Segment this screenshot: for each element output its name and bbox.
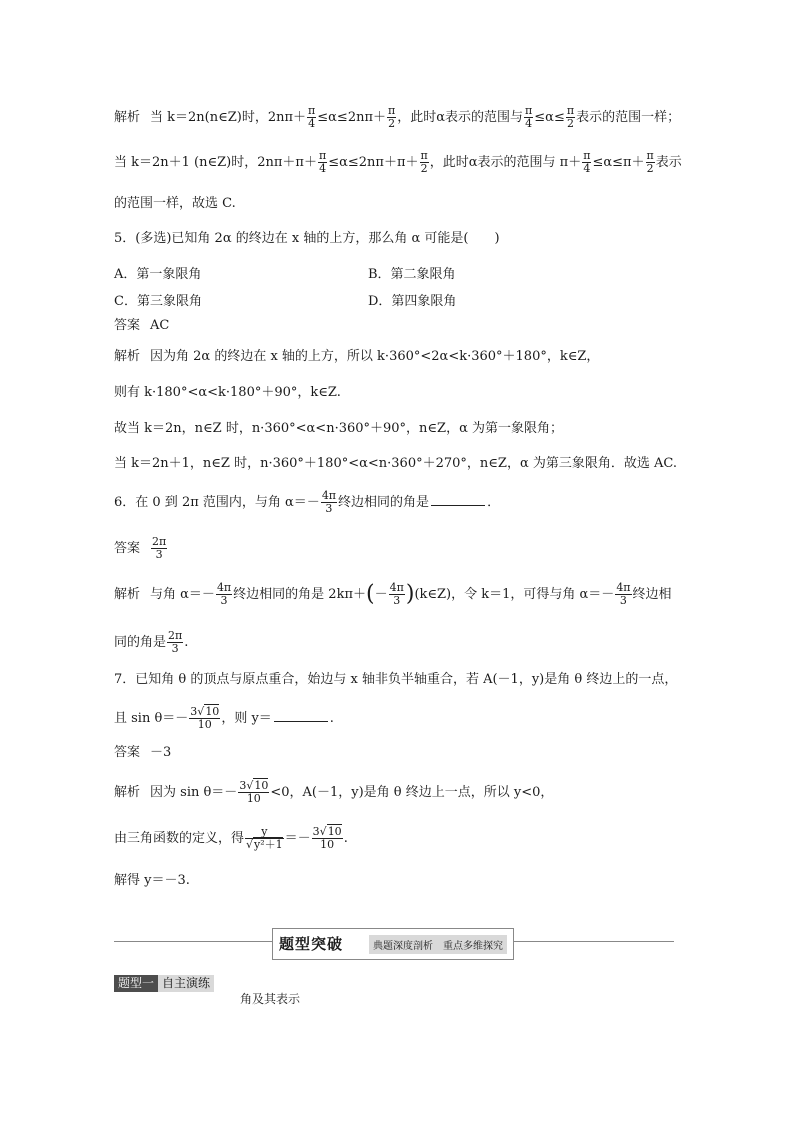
analysis-label: 解析 [114, 110, 141, 125]
q6-analysis-line2: 同的角是 $\frac{2\pi}{3}$ . [114, 629, 189, 655]
analysis-label: 解析 [114, 349, 141, 364]
q7-stem-line1: 7．已知角 θ 的顶点与原点重合，始边与 x 轴非负半轴重合，若 A(－1，y)是角 θ 终边上的一点， [114, 672, 678, 687]
answer-label: 答案 [114, 745, 141, 760]
fraction: $\frac{\pi}{2}$ [420, 149, 428, 175]
divider [114, 941, 272, 942]
fraction: $\frac{2\pi}{3}$ [168, 629, 183, 655]
question-type-tag [114, 975, 214, 992]
tag-type: 题型一 [114, 975, 158, 992]
q5-option-b: B．第二象限角 [368, 267, 456, 282]
fraction: $\frac{\pi}{4}$ [318, 149, 327, 175]
tag-mode: 自主演练 [158, 975, 214, 992]
fraction: $\frac{\pi}{2}$ [566, 104, 575, 130]
answer-label: 答案 [114, 318, 141, 333]
fraction: $\frac{\pi}{4}$ [308, 104, 316, 130]
fraction: $\frac{3√10}{10}$ [312, 825, 342, 851]
banner-subtitle: 典题深度剖析 重点多维探究 [369, 935, 507, 954]
q7-analysis-line3: 解得 y＝－3. [114, 873, 190, 888]
q7-answer: 答案 －3 [114, 745, 172, 760]
section-banner [272, 928, 514, 960]
section-heading: 角及其表示 [240, 992, 301, 1006]
answer-blank [431, 493, 485, 506]
analysis-label: 解析 [114, 785, 141, 800]
fraction: $\frac{3√10}{10}$ [239, 779, 269, 805]
answer-blank [274, 709, 328, 722]
q5-analysis-line1: 解析 因为角 2α 的终边在 x 轴的上方，所以 k·360°<2α<k·360°＋180°，k∈Z， [114, 349, 600, 364]
fraction: $\frac{4\pi}{3}$ [616, 581, 631, 607]
q6-analysis-line1: 解析 与角 α＝－ $\frac{4\pi}{3}$ 终边相同的角是 2kπ＋(－ $\frac{4\pi}{3}$ )(k∈Z)，令 k＝1，可得与角 α＝－ $\frac{4\pi}{3}$ 终边相 [114, 581, 672, 607]
q5-analysis-line3: 故当 k＝2n，n∈Z 时，n·360°<α<n·360°＋90°，n∈Z，α 为第一象限角； [114, 421, 563, 436]
fraction: $\frac{4\pi}{3}$ [321, 489, 337, 515]
q5-answer: 答案 AC [114, 318, 170, 333]
fraction: $\frac{4\pi}{3}$ [389, 581, 404, 607]
q7-analysis-line2: 由三角函数的定义，得 $\frac{y}{\text{√y²＋1}}$ ＝－ $\frac{3√10}{10}$ . [114, 825, 348, 851]
fraction: $\frac{y}{\text{√y²＋1}}$ [246, 825, 283, 851]
q4-analysis-line3: 的范围一样，故选 C. [114, 196, 236, 211]
analysis-label: 解析 [114, 587, 141, 602]
q5-analysis-line4: 当 k＝2n＋1，n∈Z 时，n·360°＋180°<α<n·360°＋270°，n∈Z，α 为第三象限角．故选 AC. [114, 456, 677, 471]
q4-analysis-line1: 解析 当 k＝2n(n∈Z)时，2nπ＋ $\frac{\pi}{4}$ ≤α≤2nπ＋ $\frac{\pi}{2}$ ，此时α表示的范围与 $\frac{\pi}{4}$ ≤α≤ $\frac{\pi}{2}$ 表示的范围一样； [114, 104, 681, 130]
q7-stem-line2: 且 sin θ＝－ $\frac{3√10}{10}$ ，则 y＝ . [114, 705, 334, 731]
fraction: $\frac{\pi}{4}$ [583, 149, 591, 175]
fraction: $\frac{2\pi}{3}$ [152, 535, 167, 561]
fraction: $\frac{4\pi}{3}$ [216, 581, 232, 607]
q6-answer [114, 536, 168, 561]
answer-label: 答案 [114, 541, 141, 556]
divider [514, 941, 674, 942]
fraction: $\frac{\pi}{4}$ [525, 104, 533, 130]
banner-title: 题型突破 [279, 935, 344, 953]
q5-analysis-line2: 则有 k·180°<α<k·180°＋90°，k∈Z. [114, 385, 341, 400]
fraction: $\frac{3√10}{10}$ [190, 705, 220, 731]
q5-stem: 5．(多选)已知角 2α 的终边在 x 轴的上方，那么角 α 可能是( ) [114, 231, 500, 246]
fraction: $\frac{\pi}{2}$ [646, 149, 654, 175]
fraction: $\frac{\pi}{2}$ [388, 104, 396, 130]
q5-option-c: C．第三象限角 [114, 294, 202, 309]
q7-analysis-line1: 解析 因为 sin θ＝－ $\frac{3√10}{10}$ <0，A(－1，y)是角 θ 终边上一点，所以 y<0， [114, 779, 554, 805]
q5-option-a: A．第一象限角 [114, 267, 202, 282]
q6-stem: 6．在 0 到 2π 范围内，与角 α＝－ $\frac{4\pi}{3}$ 终边相同的角是 ． [114, 489, 501, 515]
q5-option-d: D．第四象限角 [368, 294, 457, 309]
q4-analysis-line2: 当 k＝2n＋1 (n∈Z)时，2nπ＋π＋ $\frac{\pi}{4}$ ≤α≤2nπ＋π＋ $\frac{\pi}{2}$ ，此时α表示的范围与 π＋ $\frac{\pi}{4}$ ≤α≤π＋ $\frac{\pi}{2}$ 表示 [114, 149, 682, 175]
